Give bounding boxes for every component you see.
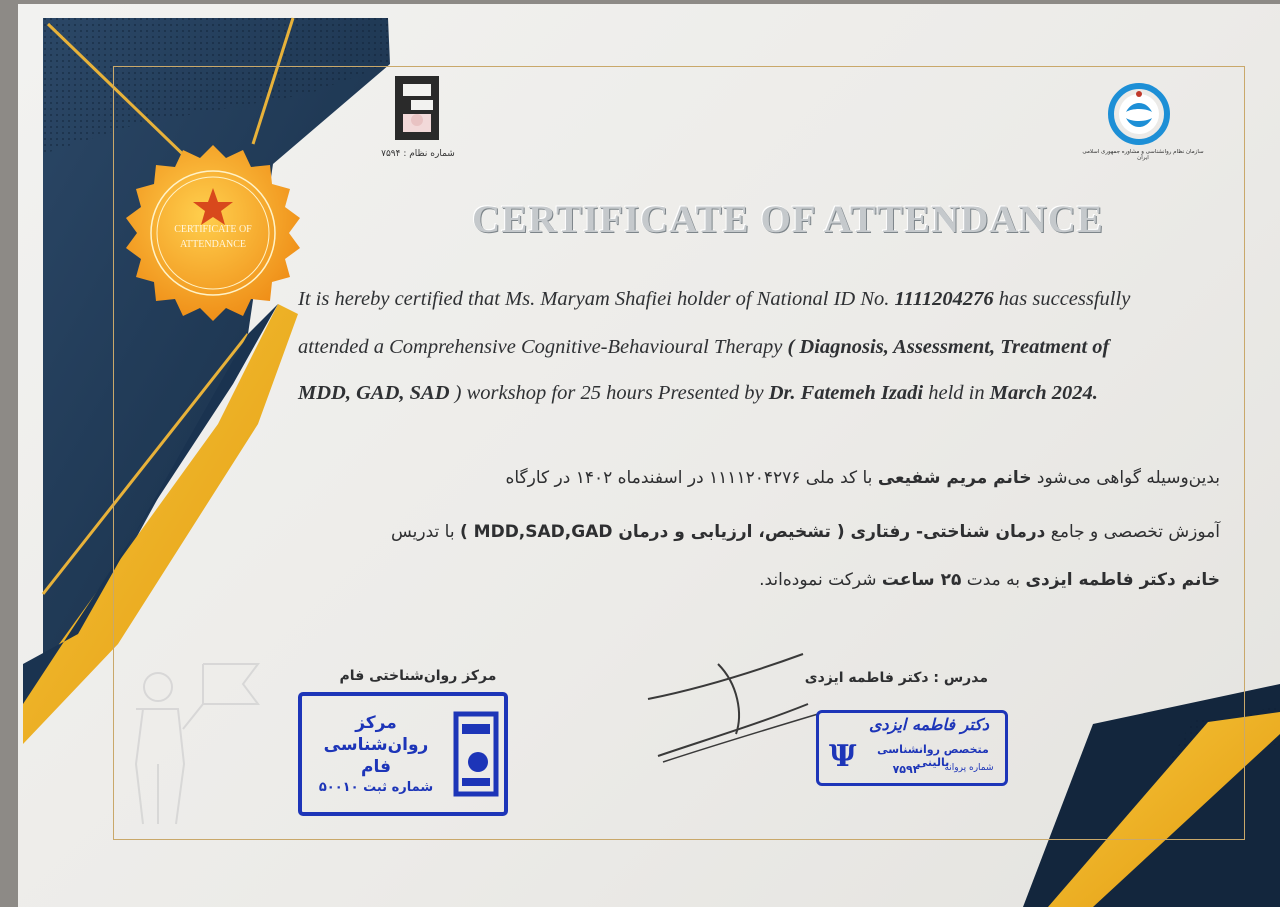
- presenter-name-en: Dr. Fatemeh Izadi: [768, 382, 924, 404]
- ministry-logo-caption: سازمان نظام روانشناسی و مشاوره جمهوری اسلامی ایران: [1082, 149, 1204, 161]
- persian-line-2: آموزش تخصصی و جامع درمان شناختی- رفتاری ( تشخیص، ارزیابی و درمان MDD,SAD,GAD ) با تدریس: [390, 522, 1220, 542]
- right-signatory-label: مدرس : دکتر فاطمه ایزدی: [804, 670, 988, 686]
- stamp-specialty: متخصص روانشناسی بالینی: [877, 743, 989, 769]
- left-signatory-label: مرکز روان‌شناختی فام: [339, 668, 497, 684]
- persian-line-1: بدین‌وسیله گواهی می‌شود خانم مریم شفیعی با کد ملی ۱۱۱۱۲۰۴۲۷۶ در اسفندماه ۱۴۰۲ در کارگاه: [505, 468, 1220, 488]
- izadi-stamp: [816, 710, 1008, 786]
- certificate-paper: [18, 4, 1280, 907]
- certificate-title: CERTIFICATE OF ATTENDANCE: [472, 198, 1104, 241]
- english-line-3: MDD, GAD, SAD ) workshop for 25 hours Presented by Dr. Fatemeh Izadi held in March 2024.: [298, 382, 1098, 404]
- recipient-name-en: Ms. Maryam Shafiei: [505, 288, 672, 310]
- fam-center-stamp: [298, 692, 508, 816]
- fam-stamp-logo: [452, 710, 500, 798]
- ministry-logo: [1098, 82, 1180, 146]
- seal-text: CERTIFICATE OF ATTENDANCE: [174, 224, 252, 250]
- english-line-2: attended a Comprehensive Cognitive-Behavioural Therapy ( Diagnosis, Assessment, Treatment of: [298, 336, 1110, 358]
- stamp-license-number: ۷۵۹۴: [892, 763, 920, 776]
- attendance-date-en: March 2024.: [989, 382, 1098, 404]
- persian-line-3: خانم دکتر فاطمه ایزدی به مدت ۲۵ ساعت شرکت نموده‌اند.: [759, 570, 1220, 590]
- organization-logo: [393, 74, 441, 142]
- national-id: 1111204276: [894, 288, 994, 310]
- recipient-name-fa: خانم مریم شفیعی: [877, 468, 1032, 488]
- psi-icon: Ψ: [829, 739, 857, 774]
- system-number-label: شماره نظام : ۷۵۹۴: [381, 149, 455, 159]
- stamp-license-label: شماره پروانه: [944, 763, 994, 773]
- fam-stamp-name: مرکز روان‌شناسی فام: [323, 713, 429, 777]
- english-line-1: It is hereby certified that Ms. Maryam Shafiei holder of National ID No. 1111204276 has successfully: [298, 288, 1131, 310]
- presenter-name-fa: خانم دکتر فاطمه ایزدی: [1025, 570, 1220, 590]
- stamp-doctor-name: دکتر فاطمه ایزدی: [869, 715, 989, 734]
- fam-stamp-registration: شماره ثبت ۵۰۰۱۰: [318, 780, 434, 795]
